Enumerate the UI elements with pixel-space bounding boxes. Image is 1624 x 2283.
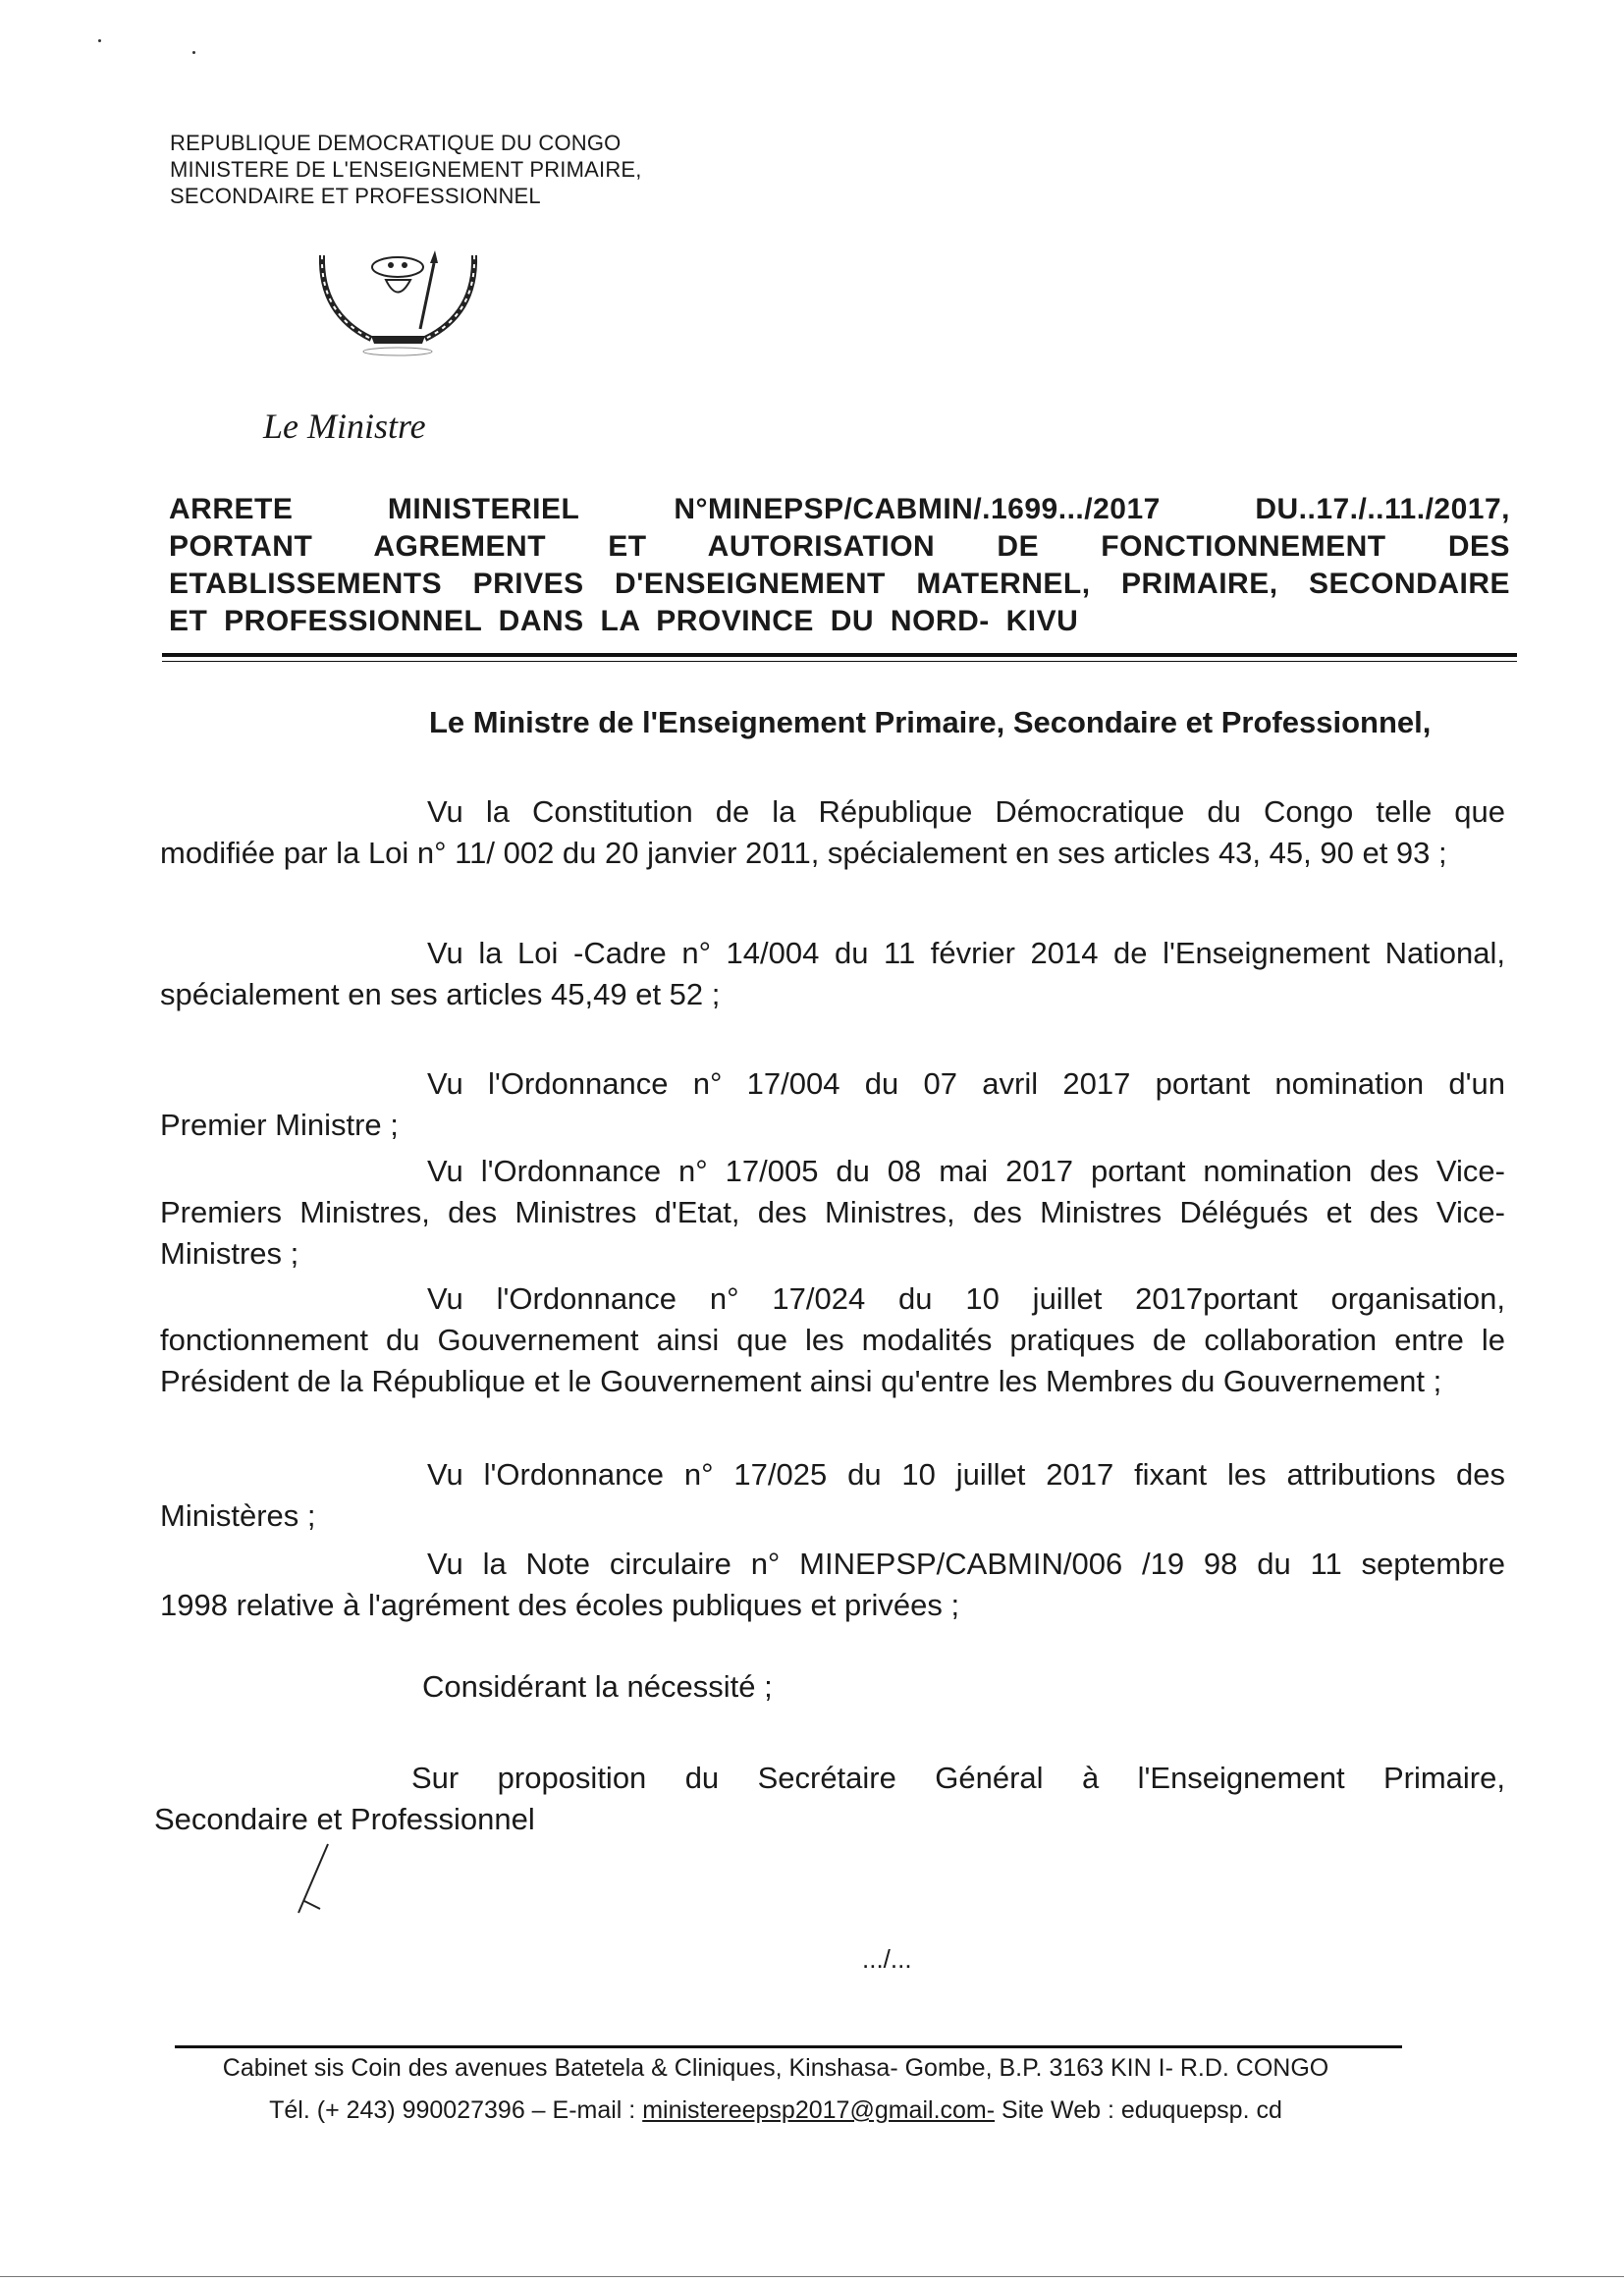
title-line: ET PROFESSIONNEL DANS LA PROVINCE DU NORD- KIVU <box>169 605 1079 637</box>
footer-phone: Tél. (+ 243) 990027396 – E-mail : <box>269 2096 643 2124</box>
visa-ordonnance-004 <box>160 1063 1505 1146</box>
visa-line: Premier Ministre ; <box>160 1108 399 1142</box>
title-line: PORTANT AGREMENT ET AUTORISATION DE FONCTIONNEMENT DES <box>169 530 1510 563</box>
visa-constitution <box>160 791 1505 874</box>
visa-line: 1998 relative à l'agrément des écoles publiques et privées ; <box>160 1588 960 1622</box>
visa-line: spécialement en ses articles 45,49 et 52 ; <box>160 977 721 1011</box>
visa-ordonnance-024 <box>160 1278 1505 1402</box>
title-line: ETABLISSEMENTS PRIVES D'ENSEIGNEMENT MATERNEL, PRIMAIRE, SECONDAIRE <box>169 568 1510 600</box>
title-line <box>169 491 1510 528</box>
visa-line: Vu l'Ordonnance n° 17/024 du 10 juillet 2017portant organisation, <box>427 1281 1505 1316</box>
proposition-line: Sur proposition du Secrétaire Général à l'Enseignement Primaire, <box>411 1761 1505 1795</box>
visa-line: modifiée par la Loi n° 11/ 002 du 20 janvier 2011, spécialement en ses articles 43, 45, 90 et 93 ; <box>160 836 1447 870</box>
visa-line: Vu la Constitution de la République Démocratique du Congo telle que <box>427 794 1505 829</box>
footer-divider <box>175 2045 1402 2048</box>
footer-address: Cabinet sis Coin des avenues Batetela & Cliniques, Kinshasa- Gombe, B.P. 3163 KIN I- R.D. CONGO <box>222 2054 1329 2082</box>
header-country: REPUBLIQUE DEMOCRATIQUE DU CONGO <box>170 131 622 155</box>
visa-ordonnance-025 <box>160 1454 1505 1537</box>
page-continuation: .../... <box>862 1944 912 1974</box>
visa-note-circulaire <box>160 1544 1505 1626</box>
visa-line: Vu la Note circulaire n° MINEPSP/CABMIN/006 /19 98 du 11 septembre <box>427 1547 1505 1581</box>
visa-loi-cadre <box>160 933 1505 1015</box>
title-ministeriel: MINISTERIEL <box>387 493 579 525</box>
header-ministry: MINISTERE DE L'ENSEIGNEMENT PRIMAIRE, <box>170 157 642 182</box>
title-divider <box>162 653 1517 657</box>
page-edge-line <box>0 2276 1624 2277</box>
title-date: DU..17./..11./2017, <box>1255 493 1510 525</box>
footer-contact <box>147 2096 1404 2125</box>
visa-line: Vu l'Ordonnance n° 17/004 du 07 avril 2017 portant nomination d'un <box>427 1066 1505 1101</box>
considerant: Considérant la nécessité ; <box>422 1669 773 1704</box>
preamble-heading: Le Ministre de l'Enseignement Primaire, Secondaire et Professionnel, <box>429 705 1432 739</box>
decree-title <box>169 491 1510 640</box>
visa-line: Président de la République et le Gouvernement ainsi qu'entre les Membres du Gouvernement ; <box>160 1364 1442 1398</box>
visa-line: Vu la Loi -Cadre n° 14/004 du 11 février 2014 de l'Enseignement National, <box>427 936 1505 970</box>
visa-line: Vu l'Ordonnance n° 17/005 du 08 mai 2017 portant nomination des Vice- <box>427 1154 1505 1188</box>
drc-coat-of-arms-icon <box>312 245 484 358</box>
visa-line: Ministères ; <box>160 1498 316 1533</box>
footer-email-link[interactable]: ministereepsp2017@gmail.com- <box>642 2096 996 2124</box>
scan-speck <box>192 51 195 54</box>
visa-line: Premiers Ministres, des Ministres d'Etat, des Ministres, des Ministres Délégués et des Vice- <box>160 1195 1505 1229</box>
title-divider-thin <box>162 661 1517 662</box>
scan-speck <box>98 39 101 42</box>
visa-line: fonctionnement du Gouvernement ainsi que les modalités pratiques de collaboration entre le <box>160 1323 1505 1357</box>
minister-label: Le Ministre <box>263 407 426 446</box>
proposition <box>154 1758 1505 1840</box>
title-reference-number: N°MINEPSP/CABMIN/.1699.../2017 <box>674 493 1161 525</box>
visa-line: Ministres ; <box>160 1236 299 1271</box>
footer-website: Site Web : eduquepsp. cd <box>995 2096 1282 2124</box>
proposition-line: Secondaire et Professionnel <box>154 1802 535 1836</box>
initials-mark <box>291 1836 350 1915</box>
visa-line: Vu l'Ordonnance n° 17/025 du 10 juillet 2017 fixant les attributions des <box>427 1457 1505 1492</box>
ministry-header <box>170 130 642 209</box>
title-arrete: ARRETE <box>169 493 294 525</box>
header-ministry-cont: SECONDAIRE ET PROFESSIONNEL <box>170 184 541 208</box>
visa-ordonnance-005 <box>160 1151 1505 1275</box>
